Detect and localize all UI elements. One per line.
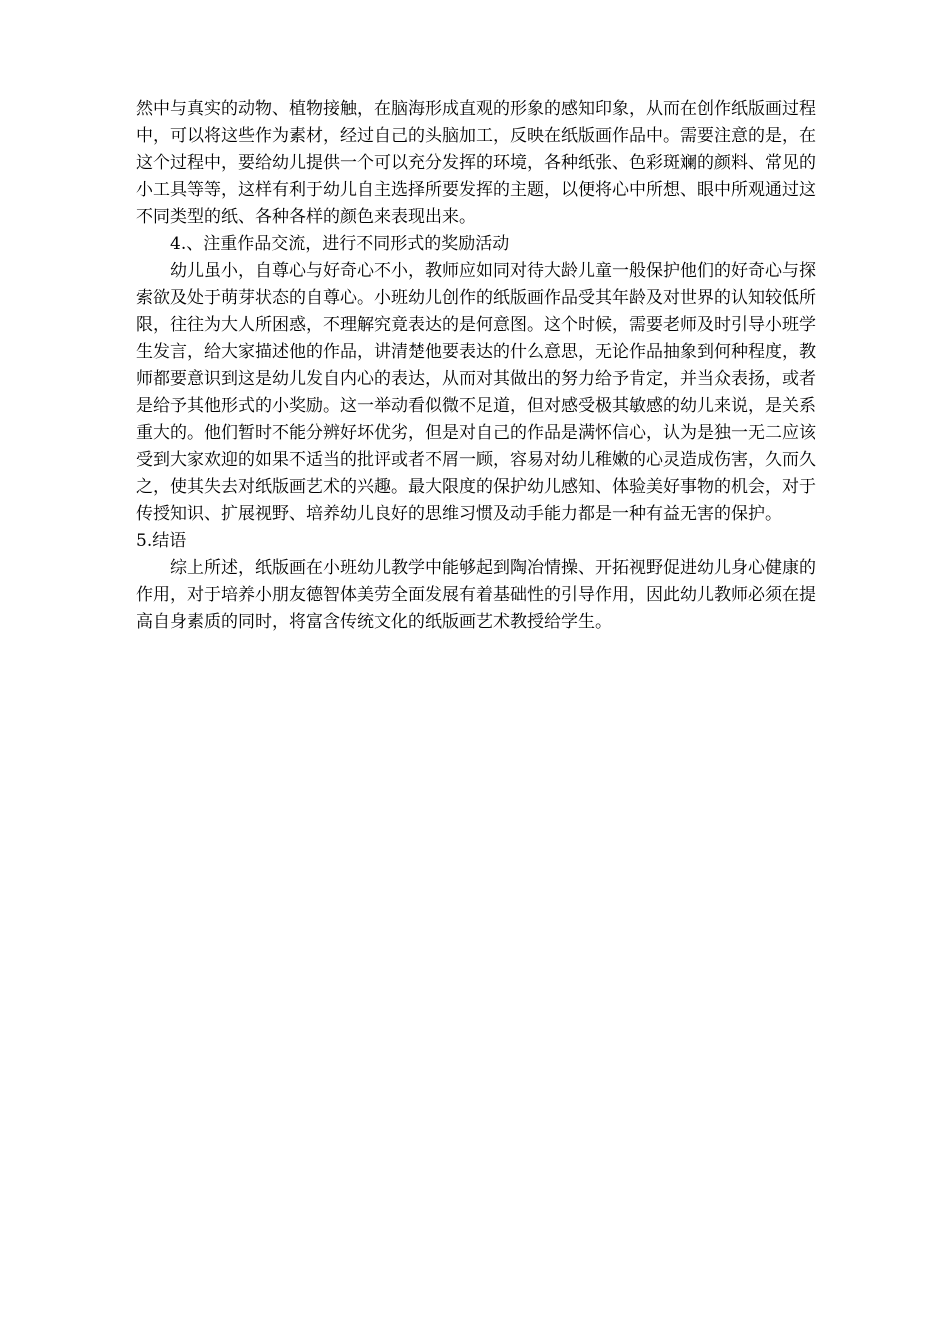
continuation-paragraph: 然中与真实的动物、植物接触，在脑海形成直观的形象的感知印象，从而在创作纸版画过程中，可以将这些作为素材，经过自己的头脑加工，反映在纸版画作品中。需要注意的是，在这个过程中，要给幼儿提供一个可以充分发挥的环境，各种纸张、色彩斑斓的颜料、常见的小工具等等，这样有利于幼儿自主选择所要发挥的主题，以便将心中所想、眼中所观通过这不同类型的纸、各种各样的颜色来表现出来。 [136, 99, 816, 227]
section-heading-4: 4.、注重作品交流，进行不同形式的奖励活动 [170, 234, 510, 254]
section-4-paragraph: 幼儿虽小，自尊心与好奇心不小，教师应如同对待大龄儿童一般保护他们的好奇心与探索欲及处于萌芽状态的自尊心。小班幼儿创作的纸版画作品受其年龄及对世界的认知较低所限，往往为大人所困惑，不理解究竟表达的是何意图。这个时候，需要老师及时引导小班学生发言，给大家描述他的作品，讲清楚他要表达的什么意思，无论作品抽象到何种程度，教师都要意识到这是幼儿发自内心的表达，从而对其做出的努力给予肯定，并当众表扬，或者是给予其他形式的小奖励。这一举动看似微不足道，但对感受极其敏感的幼儿来说，是关系重大的。他们暂时不能分辨好坏优劣，但是对自己的作品是满怀信心，认为是独一无二应该受到大家欢迎的如果不适当的批评或者不屑一顾，容易对幼儿稚嫩的心灵造成伤害，久而久之，使其失去对纸版画艺术的兴趣。最大限度的保护幼儿感知、体验美好事物的机会，对于传授知识、扩展视野、培养幼儿良好的思维习惯及动手能力都是一种有益无害的保护。 [136, 261, 816, 524]
document-page [136, 96, 816, 636]
section-heading-5: 5.结语 [136, 531, 187, 551]
conclusion-paragraph: 综上所述，纸版画在小班幼儿教学中能够起到陶冶情操、开拓视野促进幼儿身心健康的作用，对于培养小朋友德智体美劳全面发展有着基础性的引导作用，因此幼儿教师必须在提高自身素质的同时，将富含传统文化的纸版画艺术教授给学生。 [136, 558, 816, 632]
